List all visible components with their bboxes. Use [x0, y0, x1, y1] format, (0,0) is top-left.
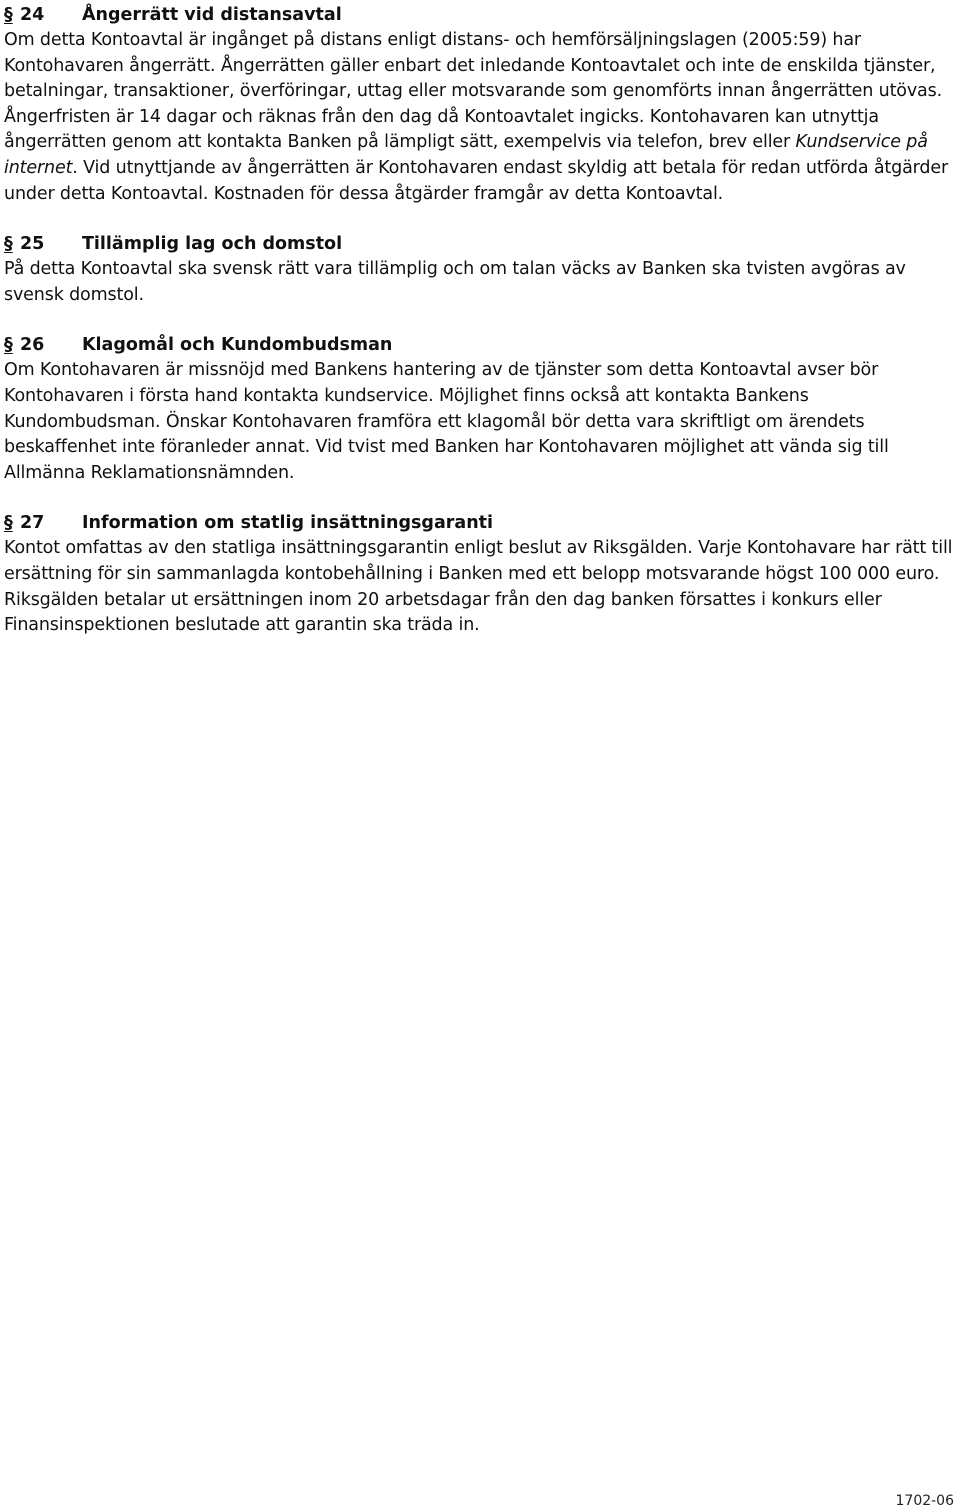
- section-title: Ångerrätt vid distansavtal: [82, 5, 342, 25]
- paragraph-sign: §: [4, 5, 13, 25]
- section-number: 27: [20, 513, 45, 534]
- body-text: Kontot omfattas av den statliga insättningsgarantin enligt beslut av Riksgälden. Varje Kontohavare har rätt till ersättning för sin sammanlagda kontobehållning i Banken med ett belopp motsvarande högst 100 000 euro. Riksgälden betalar ut ersättningen inom 20 arbetsdagar från den dag banken försattes i konkurs eller Finansinspektionen beslutade att garantin ska träda in.: [4, 538, 953, 636]
- paragraph-sign: §: [4, 335, 13, 356]
- section-27: [4, 510, 956, 638]
- paragraph-sign: §: [4, 513, 13, 534]
- section-title: Information om statlig insättningsgaranti: [82, 513, 494, 534]
- body-text-italic: Kundservice på internet: [4, 132, 928, 178]
- section-heading: [4, 2, 956, 28]
- section-24: [4, 2, 956, 207]
- section-title: Klagomål och Kundombudsman: [82, 335, 393, 356]
- section-26: [4, 332, 956, 486]
- section-number: 25: [20, 234, 45, 255]
- paragraph-sign: §: [4, 234, 13, 255]
- section-body: [4, 358, 956, 486]
- section-heading: [4, 332, 956, 358]
- section-number: 26: [20, 335, 45, 356]
- document-code: 1702-06: [895, 1493, 954, 1509]
- body-text: Om detta Kontoavtal är ingånget på distans enligt distans- och hemförsäljningslagen (2005:59) har Kontohavaren ångerrätt. Ångerrätten gäller enbart det inledande Kontoavtalet och inte de enskilda tjänster, betalningar, transaktioner, överföringar, uttag eller motsvarande som genomförts innan ångerrätten utövas. Ångerfristen är 14 dagar och räknas från den dag då Kontoavtalet ingicks. Kontohavaren kan utnyttja ångerrätten genom att kontakta Banken på lämpligt sätt, exempelvis via telefon, brev eller: [4, 30, 942, 153]
- section-body: [4, 536, 956, 638]
- body-text: . Vid utnyttjande av ångerrätten är Kontohavaren endast skyldig att betala för redan utförda åtgärder under detta Kontoavtal. Kostnaden för dessa åtgärder framgår av detta Kontoavtal.: [4, 157, 948, 204]
- body-text: Om Kontohavaren är missnöjd med Bankens hantering av de tjänster som detta Kontoavtal avser bör Kontohavaren i första hand kontakta kundservice. Möjlighet finns också att kontakta Bankens Kundombudsman. Önskar Kontohavaren framföra ett klagomål bör detta vara skriftligt om ärendets beskaffenhet inte föranleder annat. Vid tvist med Banken har Kontohavaren möjlighet att vända sig till Allmänna Reklamationsnämnden.: [4, 360, 889, 483]
- document-content: [4, 2, 956, 663]
- section-25: [4, 231, 956, 308]
- section-heading: [4, 231, 956, 257]
- body-text: På detta Kontoavtal ska svensk rätt vara tillämplig och om talan väcks av Banken ska tvisten avgöras av svensk domstol.: [4, 259, 906, 305]
- section-body: [4, 28, 956, 207]
- section-heading: [4, 510, 956, 536]
- section-body: [4, 257, 956, 308]
- section-title: Tillämplig lag och domstol: [82, 234, 343, 255]
- section-number: 24: [20, 5, 45, 25]
